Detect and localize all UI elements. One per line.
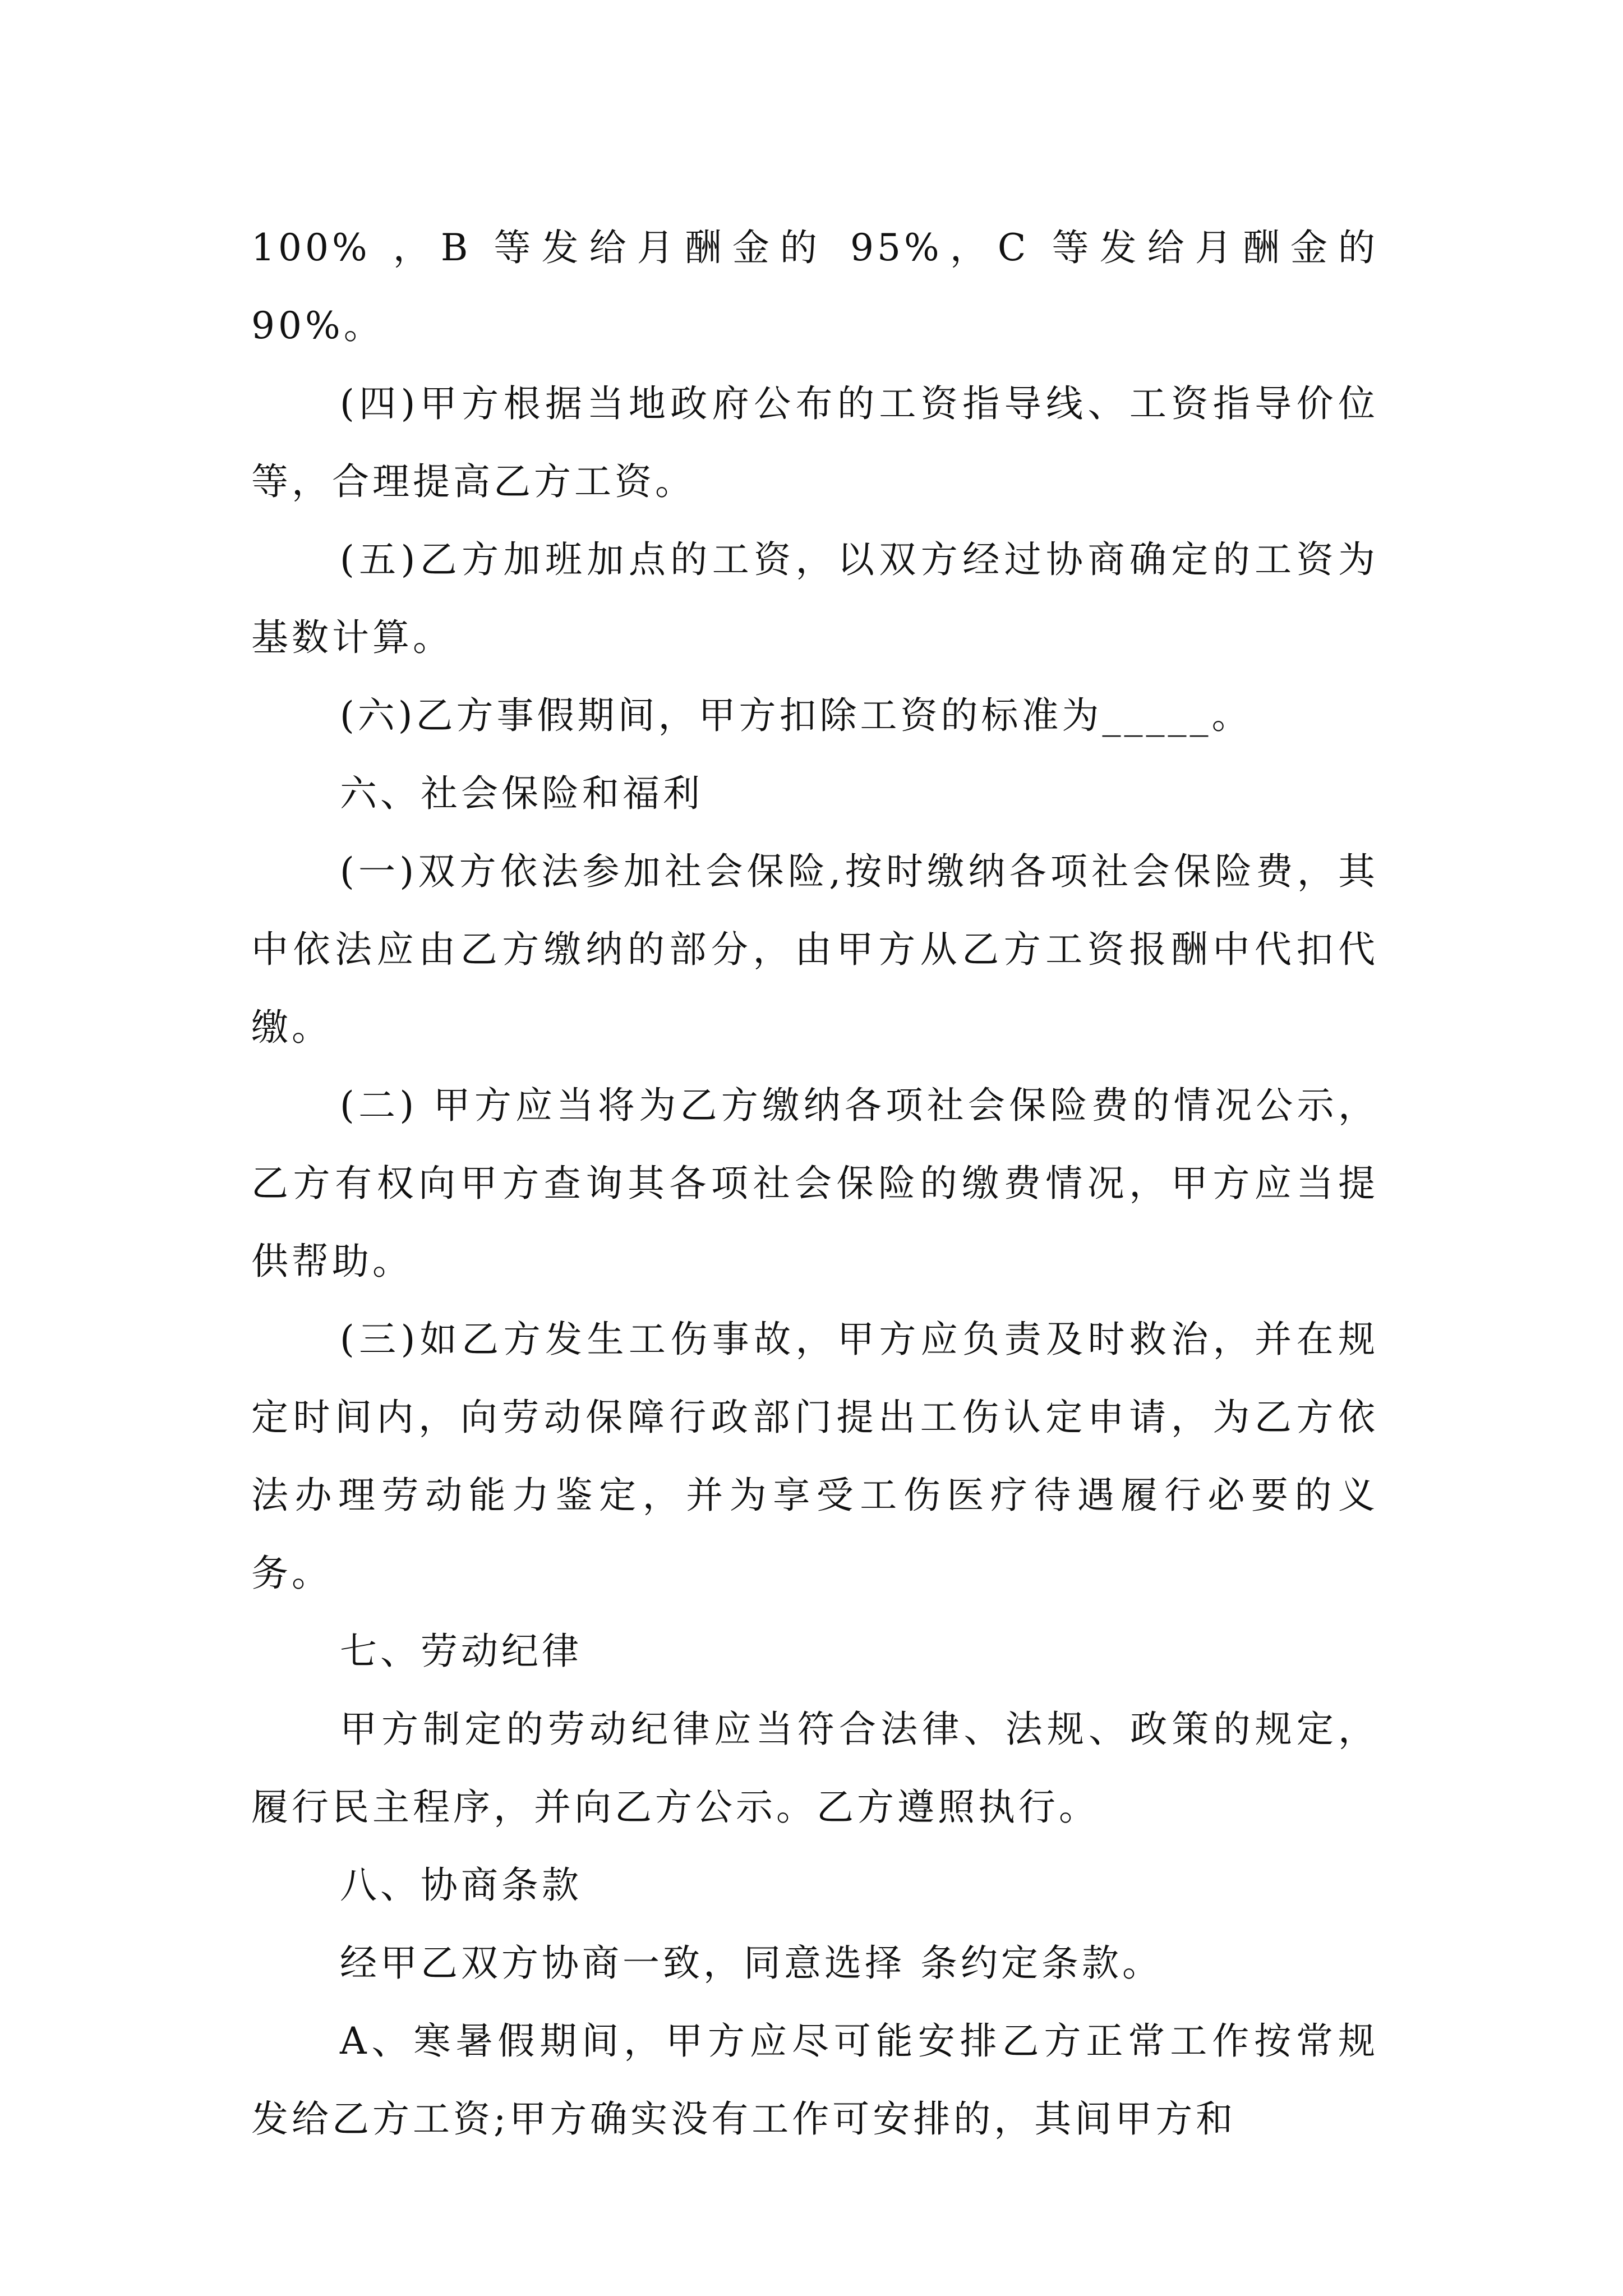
paragraph-vacation-arrangement: A、寒暑假期间，甲方应尽可能安排乙方正常工作按常规发给乙方工资;甲方确实没有工作可安排的，其间甲方和 — [251, 2019, 1378, 2141]
paragraph-labor-discipline: 甲方制定的劳动纪律应当符合法律、法规、政策的规定，履行民主程序，并向乙方公示。乙方遵照执行。 — [251, 1708, 1378, 1829]
section-heading-social-insurance: 六、社会保险和福利 — [340, 772, 703, 815]
paragraph-salary-grade-continuation: 100% ，B 等发给月酬金的 95%，C 等发给月酬金的 90%。 — [251, 226, 1378, 347]
paragraph-insurance-contribution: (一)双方依法参加社会保险,按时缴纳各项社会保险费，其中依法应由乙方缴纳的部分，由甲方从乙方工资报酬中代扣代缴。 — [251, 850, 1378, 1049]
section-heading-labor-discipline: 七、劳动纪律 — [340, 1630, 582, 1673]
paragraph-overtime-wage: (五)乙方加班加点的工资，以双方经过协商确定的工资为基数计算。 — [251, 538, 1378, 659]
document-body — [251, 209, 1378, 2158]
paragraph-insurance-disclosure: (二) 甲方应当将为乙方缴纳各项社会保险费的情况公示， 乙方有权向甲方查询其各项社会保险的缴费情况，甲方应当提供帮助。 — [251, 1084, 1378, 1283]
paragraph-work-injury: (三)如乙方发生工伤事故，甲方应负责及时救治，并在规定时间内，向劳动保障行政部门提出工伤认定申请，为乙方依法办理劳动能力鉴定，并为享受工伤医疗待遇履行必要的义务。 — [251, 1318, 1378, 1595]
paragraph-terms-selection: 经甲乙双方协商一致，同意选择 条约定条款。 — [340, 1941, 1163, 1985]
paragraph-wage-increase: (四)甲方根据当地政府公布的工资指导线、工资指导价位等，合理提高乙方工资。 — [251, 382, 1378, 503]
paragraph-leave-deduction: (六)乙方事假期间，甲方扣除工资的标准为_____。 — [340, 694, 1252, 737]
section-heading-negotiated-terms: 八、协商条款 — [340, 1864, 582, 1907]
